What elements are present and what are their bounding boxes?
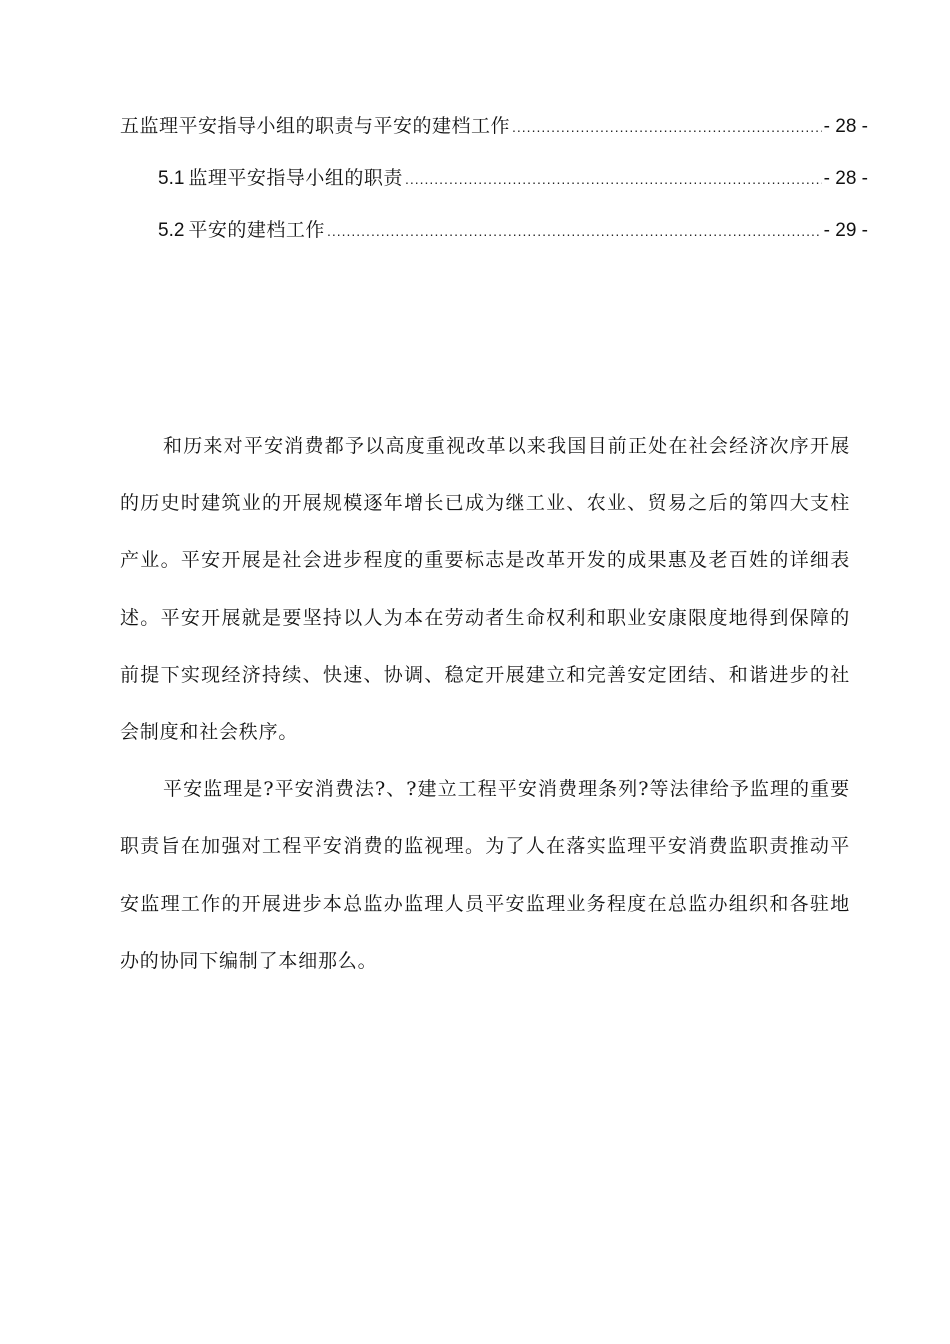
toc-entry-page: - 28 - bbox=[823, 168, 868, 189]
body-text bbox=[120, 418, 850, 990]
toc-entry[interactable] bbox=[120, 108, 868, 160]
toc-dot-leader bbox=[512, 109, 822, 145]
toc-dot-leader bbox=[405, 161, 822, 197]
toc-entry-page: - 28 - bbox=[823, 116, 868, 137]
toc-entry[interactable] bbox=[120, 160, 868, 212]
toc-entry-page: - 29 - bbox=[823, 220, 868, 241]
table-of-contents bbox=[120, 108, 868, 264]
toc-entry-title: 五监理平安指导小组的职责与平安的建档工作 bbox=[120, 115, 511, 137]
toc-entry-number: 5.2 bbox=[158, 220, 185, 241]
toc-entry[interactable] bbox=[120, 212, 868, 264]
toc-dot-leader bbox=[327, 213, 822, 249]
toc-entry-title: 监理平安指导小组的职责 bbox=[188, 167, 403, 189]
paragraph: 和历来对平安消费都予以高度重视改革以来我国目前正处在社会经济次序开展的历史时建筑业的开展规模逐年增长已成为继工业、农业、贸易之后的第四大支柱产业。平安开展是社会进步程度的重要标志是改革开发的成果惠及老百姓的详细表述。平安开展就是要坚持以人为本在劳动者生命权利和职业安康限度地得到保障的前提下实现经济持续、快速、协调、稳定开展建立和完善安定团结、和谐进步的社会制度和社会秩序。 bbox=[120, 435, 850, 744]
toc-entry-title: 平安的建档工作 bbox=[188, 219, 325, 241]
paragraph: 平安监理是?平安消费法?、?建立工程平安消费理条列?等法律给予监理的重要职责旨在加强对工程平安消费的监视理。为了人在落实监理平安消费监职责推动平安监理工作的开展进步本总监办监理人员平安监理业务程度在总监办组织和各驻地办的协同下编制了本细那么。 bbox=[120, 778, 850, 972]
toc-entry-number: 5.1 bbox=[158, 168, 185, 189]
